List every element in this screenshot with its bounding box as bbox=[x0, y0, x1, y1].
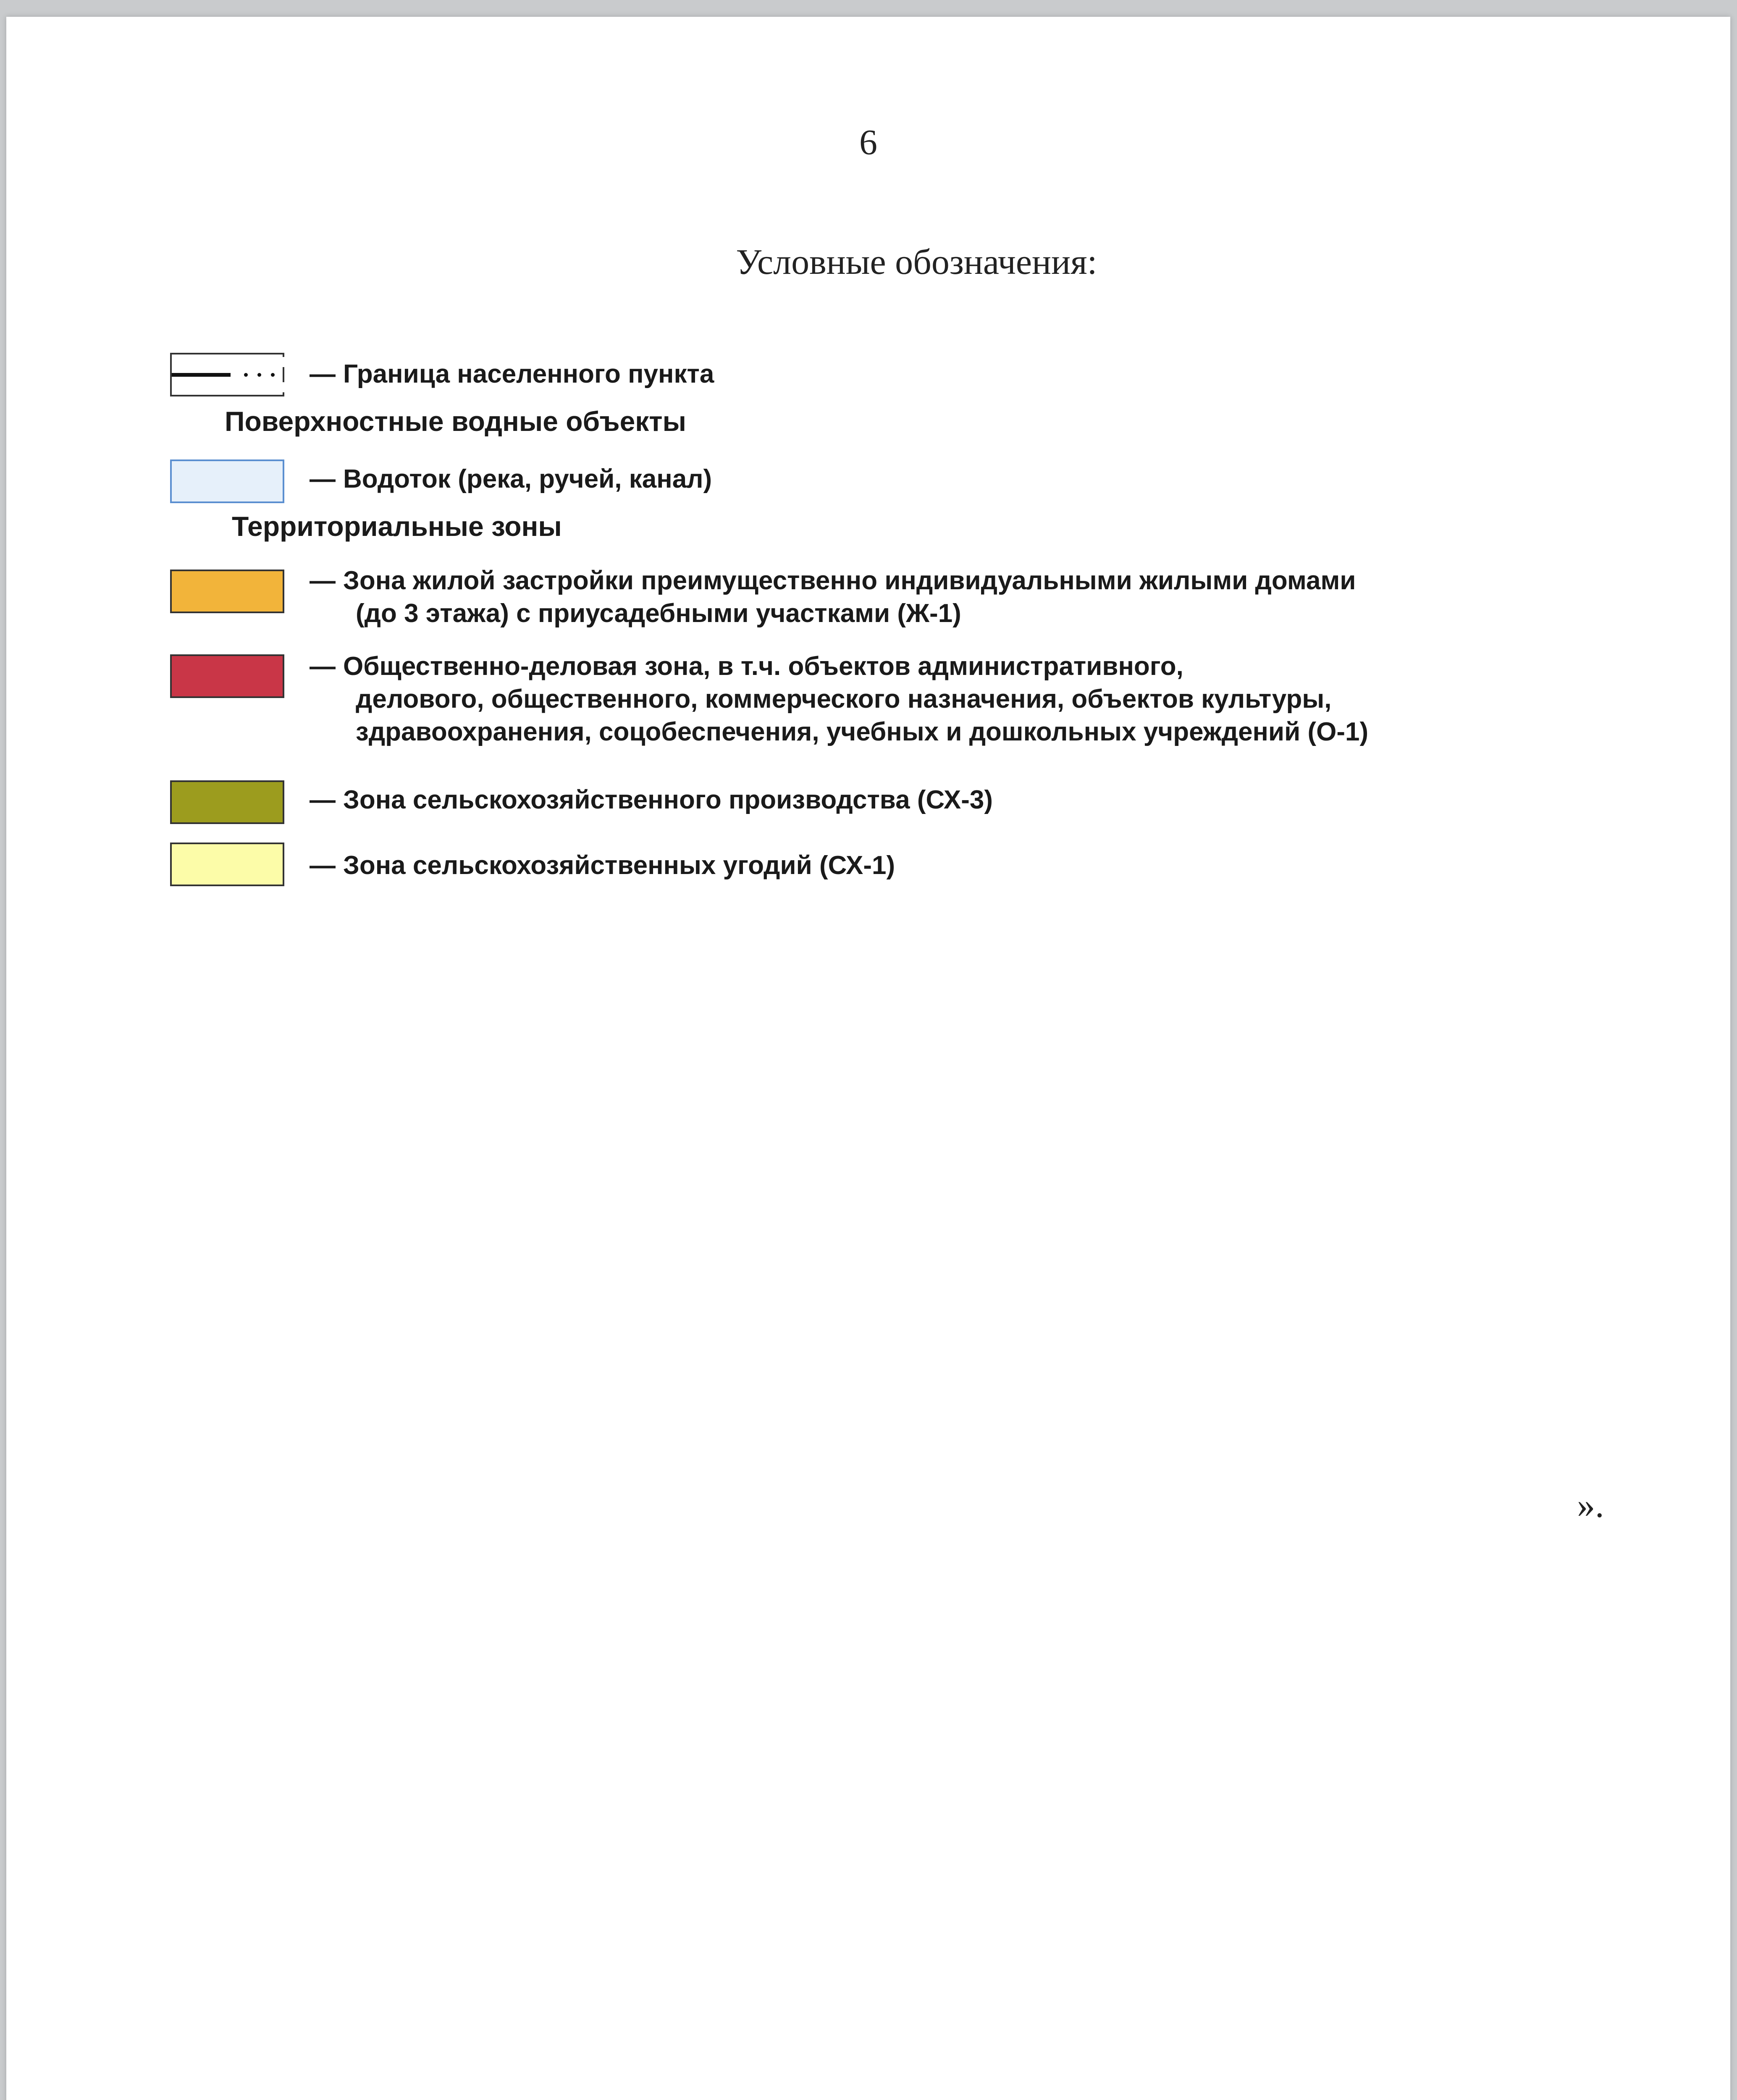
zone-o1-label: — Общественно-деловая зона, в т.ч. объектов административного, делового, общественного, коммерческого назначения, объектов культуры, здравоохранения, соцобеспечения, учебных и дошкольных учреждений (О-1) bbox=[310, 652, 1369, 746]
watercourse-label: — Водоток (река, ручей, канал) bbox=[310, 465, 712, 494]
zone-sx1-label: — Зона сельскохозяйственных угодий (СХ-1) bbox=[310, 851, 895, 880]
settlement-border-label: — Граница населенного пункта bbox=[310, 360, 714, 388]
settlement-border-symbol bbox=[170, 353, 284, 396]
document-page bbox=[6, 17, 1730, 2100]
legend-title: Условные обозначения: bbox=[736, 242, 1097, 282]
zone-o1-swatch bbox=[170, 654, 284, 698]
closing-quote: ». bbox=[1577, 1485, 1604, 1525]
watercourse-swatch bbox=[170, 459, 284, 503]
zone-sx3-label: — Зона сельскохозяйственного производства (СХ-3) bbox=[310, 785, 993, 814]
zone-sx1-swatch bbox=[170, 843, 284, 886]
zone-zh1-swatch bbox=[170, 570, 284, 613]
territorial-zones-heading: Территориальные зоны bbox=[232, 511, 562, 542]
zone-zh1-label: — Зона жилой застройки преимущественно индивидуальными жилыми домами (до 3 этажа) с приусадебными участками (Ж-1) bbox=[310, 566, 1356, 628]
zone-sx3-swatch bbox=[170, 780, 284, 824]
water-objects-heading: Поверхностные водные объекты bbox=[225, 406, 686, 437]
page-number: 6 bbox=[859, 122, 877, 162]
